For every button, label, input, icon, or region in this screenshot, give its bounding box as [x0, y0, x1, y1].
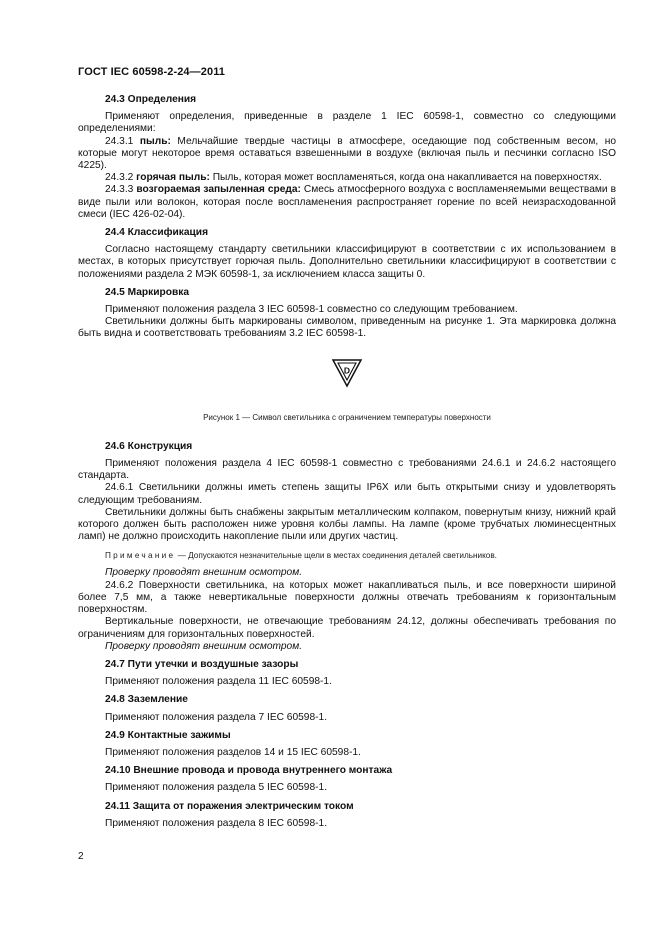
figure-1 [78, 357, 616, 409]
section-24-8-title: 24.8 Заземление [105, 694, 188, 706]
symbol-letter: D [343, 365, 351, 376]
definition-term: возгораемая запыленная среда: [136, 184, 301, 196]
temperature-limited-luminaire-symbol-icon [331, 357, 363, 389]
section-24-4-text: Согласно настоящему стандарту светильники классифицируют в соответствии с их использованием в местах, в которых присутствует горючая пыль. Дополнительно светильники классифицируют в соответствии с положениями раздела 2 МЭК 60598-1, за исключением класса защиты 0. [78, 244, 616, 280]
definition-number: 24.3.1 [105, 135, 140, 147]
definition-24-3-3 [78, 184, 616, 221]
section-24-5-title: 24.5 Маркировка [105, 286, 189, 298]
section-24-8-text: Применяют положения раздела 7 IEC 60598-1. [105, 711, 328, 723]
note [78, 550, 616, 561]
definition-text: Смесь атмосферного воздуха с воспламеняемыми веществами в виде пыли или волокон, которая после воспламенения распространяет горение по всей неизрасходованной смеси (IEC 426-02-04). [78, 184, 617, 220]
section-24-11-text: Применяют положения раздела 8 IEC 60598-1. [105, 817, 328, 829]
section-24-9-title: 24.9 Контактные зажимы [105, 729, 231, 741]
figure-1-caption: Рисунок 1 — Символ светильника с ограничением температуры поверхности [203, 412, 491, 422]
section-24-6-1-paragraph-1: 24.6.1 Светильники должны иметь степень защиты IP6X или быть открытыми снизу и удовлетворять следующим требованиям. [78, 482, 616, 506]
definition-term: пыль: [139, 135, 171, 147]
section-24-9-text: Применяют положения разделов 14 и 15 IEC 60598-1. [105, 746, 361, 758]
check-method-2: Проверку проводят внешним осмотром. [105, 640, 303, 652]
section-24-5-paragraph-1: Применяют положения раздела 3 IEC 60598-1 совместно со следующим требованием. [105, 304, 518, 316]
check-method-1: Проверку проводят внешним осмотром. [105, 567, 303, 579]
section-24-10-text: Применяют положения раздела 5 IEC 60598-1. [105, 782, 328, 794]
note-text: — Допускаются незначительные щели в местах соединения деталей светильников. [175, 551, 497, 561]
note-label: Примечание [105, 551, 176, 561]
section-24-7-title: 24.7 Пути утечки и воздушные зазоры [105, 658, 299, 670]
section-24-6-2-paragraph-2: Вертикальные поверхности, не отвечающие требованиям 24.12, должны обеспечивать требования по ограничениям для горизонтальных поверхностей. [78, 616, 616, 640]
section-24-6-2-paragraph-1: 24.6.2 Поверхности светильника, на которых может накапливаться пыль, и все поверхности шириной более 7,5 мм, а также невертикальные поверхности должны отвечать требованиям к горизонтальным поверхностям. [78, 579, 616, 616]
section-24-6-title: 24.6 Конструкция [105, 440, 193, 452]
definition-text: Пыль, которая может воспламеняться, когда она накапливается на поверхностях. [209, 172, 602, 184]
document-body [78, 94, 616, 830]
section-24-3-intro: Применяют определения, приведенные в разделе 1 IEC 60598-1, совместно со следующими определениями: [78, 111, 616, 135]
section-24-5-paragraph-2: Светильники должны быть маркированы символом, приведенным на рисунке 1. Эта маркировка должна быть видна и соответствовать требованиям 3.2 IEC 60598-1. [78, 316, 616, 340]
definition-text: Мельчайшие твердые частицы в атмосфере, оседающие под собственным весом, но которые могут некоторое время оставаться взвешенными в воздухе (включая пыль и песчинки согласно ISO 4225). [78, 135, 617, 172]
section-24-6-intro: Применяют положения раздела 4 IEC 60598-1 совместно с требованиями 24.6.1 и 24.6.2 настоящего стандарта. [78, 458, 616, 482]
definition-number: 24.3.3 [105, 184, 137, 196]
document-header: ГОСТ IEC 60598-2-24—2011 [78, 66, 226, 78]
section-24-6-1-paragraph-2: Светильники должны быть снабжены закрытым металлическим колпаком, повернутым книзу, нижний край которого должен быть расположен ниже уровня колбы лампы. На лампе (кроме трубчатых люминесцентных ламп) не должно происходить накопление пыли или других частиц. [78, 506, 616, 543]
section-24-7-text: Применяют положения раздела 11 IEC 60598-1. [105, 676, 332, 688]
section-24-11-title: 24.11 Защита от поражения электрическим током [105, 800, 354, 812]
definition-24-3-2 [78, 172, 616, 184]
definition-term: горячая пыль: [136, 172, 210, 184]
section-24-10-title: 24.10 Внешние провода и провода внутреннего монтажа [105, 765, 393, 777]
section-24-4-title: 24.4 Классификация [105, 227, 209, 239]
page-number: 2 [78, 851, 84, 862]
definition-24-3-1 [78, 136, 616, 173]
definition-number: 24.3.2 [105, 172, 137, 184]
section-24-3-title: 24.3 Определения [105, 94, 197, 105]
